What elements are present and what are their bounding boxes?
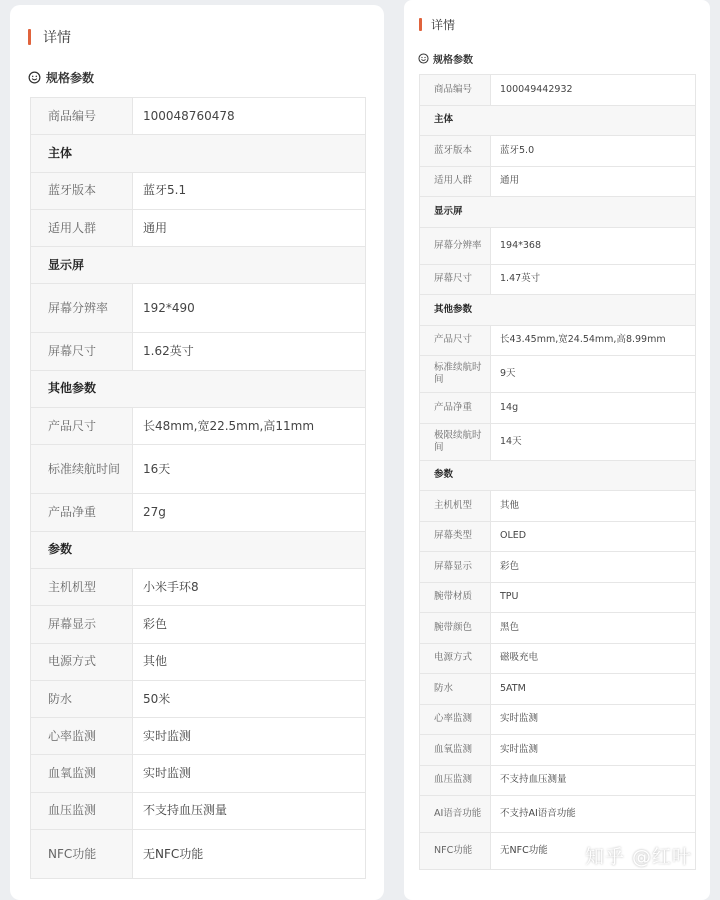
spec-row [420, 796, 696, 833]
spec-value: 27g [133, 494, 366, 531]
spec-row [31, 333, 366, 370]
spec-value: 不支持AI语音功能 [491, 796, 696, 833]
spec-value: 黑色 [491, 613, 696, 644]
spec-key: 标准续航时间 [31, 445, 133, 494]
spec-row [31, 718, 366, 755]
spec-row [420, 75, 696, 106]
spec-group-label: 参数 [31, 531, 366, 568]
spec-key: 适用人群 [420, 166, 491, 197]
spec-key: 主机机型 [420, 491, 491, 522]
spec-key: 血氧监测 [31, 755, 133, 792]
spec-key: 标准续航时间 [420, 356, 491, 393]
spec-group-row [31, 370, 366, 407]
spec-row [420, 765, 696, 796]
spec-key: 血氧监测 [420, 735, 491, 766]
spec-row [420, 491, 696, 522]
spec-group-label: 其他参数 [420, 295, 696, 326]
spec-value: 彩色 [133, 606, 366, 643]
spec-row [31, 408, 366, 445]
spec-row [31, 606, 366, 643]
section-accent-bar [28, 29, 31, 45]
spec-group-label: 其他参数 [31, 370, 366, 407]
spec-value: 无NFC功能 [133, 830, 366, 879]
spec-value: 100048760478 [133, 98, 366, 135]
spec-value: 小米手环8 [133, 568, 366, 605]
spec-value: 50米 [133, 680, 366, 717]
spec-key: 防水 [420, 674, 491, 705]
spec-key: NFC功能 [420, 833, 491, 870]
spec-key: 蓝牙版本 [31, 172, 133, 209]
spec-value: 蓝牙5.1 [133, 172, 366, 209]
spec-key: 产品尺寸 [31, 408, 133, 445]
spec-value: 磁吸充电 [491, 643, 696, 674]
spec-key: 商品编号 [31, 98, 133, 135]
spec-value: 实时监测 [491, 735, 696, 766]
spec-row [420, 227, 696, 264]
spec-value: 无NFC功能 [491, 833, 696, 870]
spec-table-left [30, 97, 366, 879]
spec-value: 14天 [491, 423, 696, 460]
spec-key: 屏幕显示 [420, 552, 491, 583]
spec-group-label: 主体 [420, 105, 696, 136]
spec-key: 屏幕显示 [31, 606, 133, 643]
spec-key: 心率监测 [420, 704, 491, 735]
spec-value: 实时监测 [491, 704, 696, 735]
spec-value: 通用 [133, 209, 366, 246]
spec-key: 血压监测 [31, 792, 133, 829]
spec-key: AI语音功能 [420, 796, 491, 833]
spec-row [420, 356, 696, 393]
detail-section-title [28, 27, 71, 47]
spec-heading-text: 规格参数 [433, 55, 473, 66]
spec-row [31, 209, 366, 246]
spec-value: TPU [491, 582, 696, 613]
spec-key: 适用人群 [31, 209, 133, 246]
spec-group-row [420, 295, 696, 326]
spec-key: 屏幕分辨率 [31, 284, 133, 333]
spec-row [31, 643, 366, 680]
spec-value: 不支持血压测量 [491, 765, 696, 796]
smiley-badge-icon [28, 71, 46, 84]
spec-value: 通用 [491, 166, 696, 197]
spec-key: 产品净重 [420, 393, 491, 424]
smiley-badge-icon [418, 53, 433, 64]
spec-value: 14g [491, 393, 696, 424]
spec-row [420, 423, 696, 460]
spec-group-row [420, 460, 696, 491]
spec-value: 蓝牙5.0 [491, 136, 696, 167]
spec-group-label: 参数 [420, 460, 696, 491]
spec-key: NFC功能 [31, 830, 133, 879]
spec-group-label: 主体 [31, 135, 366, 172]
spec-row [420, 136, 696, 167]
spec-value: 实时监测 [133, 718, 366, 755]
spec-value: 16天 [133, 445, 366, 494]
spec-row [420, 582, 696, 613]
spec-row [31, 830, 366, 879]
spec-row [420, 521, 696, 552]
spec-key: 产品尺寸 [420, 325, 491, 356]
spec-params-heading [418, 51, 473, 66]
spec-value: 192*490 [133, 284, 366, 333]
spec-value: 其他 [491, 491, 696, 522]
spec-row [420, 166, 696, 197]
spec-key: 防水 [31, 680, 133, 717]
zhihu-watermark: 知乎 @红叶 [585, 846, 693, 868]
spec-value: OLED [491, 521, 696, 552]
spec-group-row [31, 135, 366, 172]
spec-value: 不支持血压测量 [133, 792, 366, 829]
spec-key: 电源方式 [420, 643, 491, 674]
spec-group-row [420, 105, 696, 136]
spec-group-row [420, 197, 696, 228]
spec-value: 100049442932 [491, 75, 696, 106]
spec-row [420, 325, 696, 356]
spec-key: 商品编号 [420, 75, 491, 106]
left-detail-card [10, 5, 384, 900]
spec-key: 电源方式 [31, 643, 133, 680]
spec-group-row [31, 247, 366, 284]
spec-value: 实时监测 [133, 755, 366, 792]
spec-row [420, 704, 696, 735]
spec-value: 长48mm,宽22.5mm,高11mm [133, 408, 366, 445]
spec-key: 腕带材质 [420, 582, 491, 613]
detail-title-text: 详情 [43, 30, 71, 46]
spec-params-heading [28, 69, 94, 86]
spec-row [31, 284, 366, 333]
spec-row [420, 674, 696, 705]
spec-heading-text: 规格参数 [46, 71, 95, 85]
spec-row [31, 568, 366, 605]
spec-group-label: 显示屏 [420, 197, 696, 228]
spec-value: 1.62英寸 [133, 333, 366, 370]
spec-key: 血压监测 [420, 765, 491, 796]
detail-section-title [419, 16, 455, 33]
spec-row [31, 172, 366, 209]
right-detail-card [404, 0, 710, 900]
spec-row [31, 755, 366, 792]
spec-value: 194*368 [491, 227, 696, 264]
spec-value: 其他 [133, 643, 366, 680]
spec-row [31, 445, 366, 494]
spec-row [420, 393, 696, 424]
spec-key: 主机机型 [31, 568, 133, 605]
spec-group-label: 显示屏 [31, 247, 366, 284]
spec-row [420, 264, 696, 295]
spec-row [31, 494, 366, 531]
spec-value: 9天 [491, 356, 696, 393]
spec-key: 屏幕类型 [420, 521, 491, 552]
spec-table-right [419, 74, 696, 870]
spec-value: 彩色 [491, 552, 696, 583]
spec-row [420, 552, 696, 583]
spec-value: 长43.45mm,宽24.54mm,高8.99mm [491, 325, 696, 356]
spec-key: 腕带颜色 [420, 613, 491, 644]
spec-value: 5ATM [491, 674, 696, 705]
spec-row [420, 613, 696, 644]
spec-row [31, 98, 366, 135]
section-accent-bar [419, 18, 422, 31]
spec-row [31, 680, 366, 717]
spec-key: 屏幕尺寸 [420, 264, 491, 295]
spec-row [31, 792, 366, 829]
spec-key: 蓝牙版本 [420, 136, 491, 167]
spec-value: 1.47英寸 [491, 264, 696, 295]
detail-title-text: 详情 [431, 18, 456, 32]
spec-group-row [31, 531, 366, 568]
spec-key: 极限续航时间 [420, 423, 491, 460]
spec-row [420, 643, 696, 674]
spec-key: 屏幕尺寸 [31, 333, 133, 370]
spec-key: 产品净重 [31, 494, 133, 531]
spec-key: 屏幕分辨率 [420, 227, 491, 264]
spec-key: 心率监测 [31, 718, 133, 755]
spec-row [420, 735, 696, 766]
